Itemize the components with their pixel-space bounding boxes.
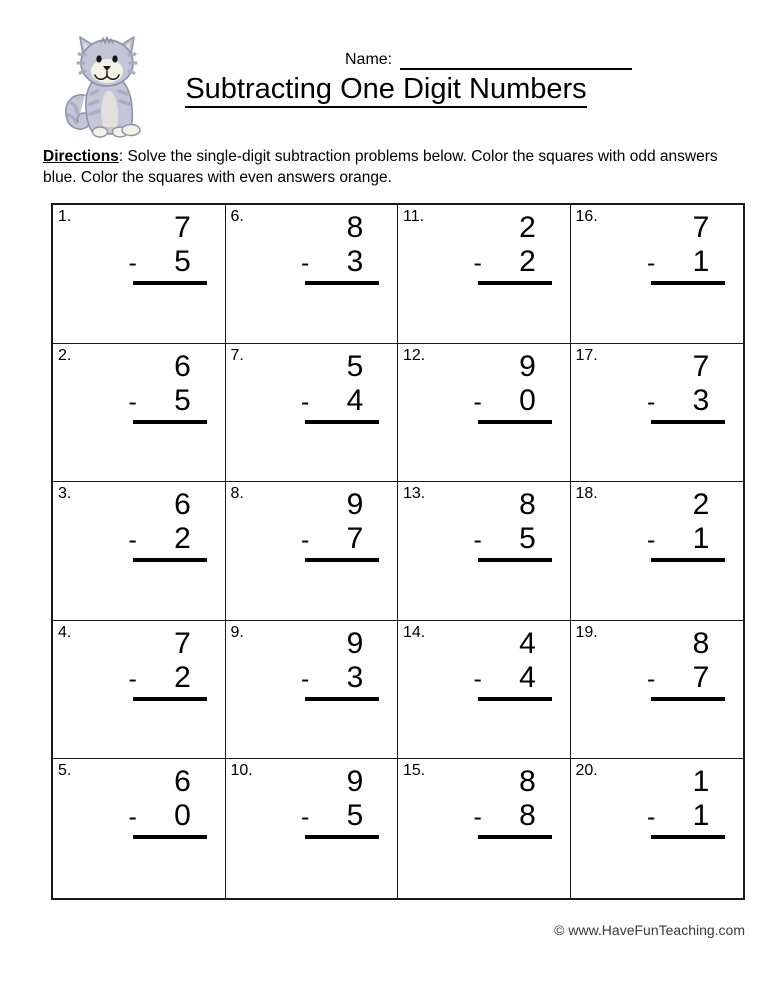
problem-cell[interactable]	[226, 344, 399, 483]
problem-stack	[571, 765, 744, 839]
directions-separator: :	[118, 148, 124, 165]
problem-number: 20.	[575, 762, 598, 780]
problem-cell[interactable]	[226, 482, 399, 621]
problem-cell[interactable]	[398, 621, 571, 760]
minuend-digit: 8	[692, 626, 710, 660]
minuend-row	[643, 211, 725, 245]
subtrahend-digit: 8	[519, 799, 536, 833]
problem-number: 17.	[575, 346, 598, 364]
problem-stack	[53, 765, 225, 839]
problem-cell[interactable]	[53, 344, 226, 483]
problem-cell[interactable]	[226, 205, 399, 344]
subtrahend-row	[470, 522, 552, 557]
minuend-digit: 7	[692, 349, 710, 383]
minuend-digit: 2	[519, 211, 536, 244]
subtrahend-row	[470, 245, 552, 280]
problem-number: 13.	[403, 485, 426, 503]
problem-number: 12.	[403, 346, 426, 364]
minus-operator-icon: -	[647, 526, 656, 555]
minuend-row	[470, 350, 552, 384]
problem-number: 15.	[403, 762, 426, 780]
minus-operator-icon: -	[128, 664, 137, 693]
minuend-digit: 8	[519, 765, 536, 799]
subtrahend-row	[297, 384, 379, 419]
problem-cell[interactable]	[571, 205, 744, 344]
problem-stack	[226, 488, 398, 562]
problem-cell[interactable]	[53, 482, 226, 621]
problem-number: 9.	[230, 623, 244, 641]
subtrahend-digit: 5	[519, 522, 536, 556]
answer-rule	[478, 420, 552, 424]
minuend-digit: 8	[346, 211, 364, 244]
subtrahend-digit: 2	[174, 522, 191, 556]
subtrahend-row	[470, 661, 552, 696]
minuend-digit: 1	[692, 765, 710, 799]
minuend-digit: 5	[346, 349, 364, 383]
minuend-row	[125, 765, 207, 799]
minuend-row	[297, 350, 379, 384]
minuend-row	[643, 488, 725, 522]
problem-cell[interactable]	[53, 621, 226, 760]
problem-stack	[53, 627, 225, 701]
footer-copyright: © www.HaveFunTeaching.com	[554, 922, 745, 938]
minuend-digit: 9	[346, 765, 364, 799]
problem-stack	[398, 350, 570, 424]
answer-rule	[651, 420, 725, 424]
answer-rule	[478, 558, 552, 562]
problem-stack	[53, 350, 225, 424]
subtrahend-digit: 0	[174, 799, 191, 833]
problem-stack	[226, 211, 398, 285]
worksheet-header	[0, 0, 772, 145]
answer-rule	[478, 697, 552, 701]
minuend-digit: 9	[346, 488, 364, 522]
minuend-digit: 8	[519, 488, 536, 522]
answer-rule	[133, 697, 207, 701]
answer-rule	[478, 835, 552, 839]
subtrahend-row	[297, 522, 379, 557]
problem-cell[interactable]	[226, 621, 399, 760]
minus-operator-icon: -	[128, 526, 137, 555]
problem-cell[interactable]	[571, 344, 744, 483]
problem-cell[interactable]	[53, 205, 226, 344]
problem-cell[interactable]	[571, 482, 744, 621]
problem-stack	[226, 765, 398, 839]
subtrahend-row	[643, 522, 725, 557]
problem-number: 6.	[230, 208, 244, 225]
subtrahend-digit: 4	[346, 383, 364, 417]
subtrahend-row	[125, 384, 207, 419]
answer-rule	[305, 420, 379, 424]
answer-rule	[133, 281, 207, 285]
minus-operator-icon: -	[128, 249, 137, 277]
problem-number: 19.	[575, 623, 598, 641]
problem-stack	[398, 488, 570, 562]
directions-block	[43, 146, 735, 188]
answer-rule	[133, 558, 207, 562]
answer-rule	[133, 420, 207, 424]
minuend-digit: 9	[346, 626, 364, 660]
minuend-digit: 7	[174, 626, 191, 660]
subtrahend-digit: 3	[346, 245, 364, 278]
answer-rule	[651, 697, 725, 701]
minus-operator-icon: -	[473, 249, 482, 277]
subtrahend-row	[643, 245, 725, 280]
minuend-row	[297, 488, 379, 522]
minuend-row	[297, 211, 379, 245]
problem-number: 10.	[230, 762, 253, 780]
problem-number: 7.	[230, 346, 244, 364]
problem-cell[interactable]	[571, 621, 744, 760]
problem-stack	[398, 765, 570, 839]
minus-operator-icon: -	[473, 803, 482, 832]
minuend-digit: 6	[174, 488, 191, 522]
minus-operator-icon: -	[473, 387, 482, 416]
minus-operator-icon: -	[647, 249, 656, 277]
problem-cell[interactable]	[571, 759, 744, 898]
subtrahend-row	[643, 384, 725, 419]
minuend-row	[470, 211, 552, 245]
name-input-blank[interactable]	[400, 51, 632, 70]
problem-number: 1.	[58, 208, 72, 225]
page-title	[0, 72, 772, 106]
problem-cell[interactable]	[398, 482, 571, 621]
minus-operator-icon: -	[473, 664, 482, 693]
name-label: Name:	[345, 51, 393, 68]
problem-stack	[571, 350, 744, 424]
minuend-row	[470, 627, 552, 661]
minuend-row	[125, 350, 207, 384]
subtrahend-digit: 1	[692, 245, 710, 278]
problem-number: 8.	[230, 485, 244, 503]
subtrahend-row	[125, 522, 207, 557]
minuend-digit: 9	[519, 349, 536, 383]
answer-rule	[305, 835, 379, 839]
directions-text: Solve the single-digit subtraction problems below. Color the squares with odd answers blue. Color the squares with even answers orange.	[43, 148, 718, 186]
minuend-row	[125, 211, 207, 245]
subtrahend-digit: 1	[692, 522, 710, 556]
subtrahend-row	[643, 661, 725, 696]
minus-operator-icon: -	[301, 664, 310, 693]
directions-label: Directions	[43, 148, 119, 165]
minus-operator-icon: -	[301, 803, 310, 832]
answer-rule	[305, 281, 379, 285]
subtrahend-row	[643, 799, 725, 834]
subtrahend-row	[297, 799, 379, 834]
subtrahend-digit: 0	[519, 383, 536, 417]
subtrahend-row	[125, 245, 207, 280]
problem-stack	[226, 627, 398, 701]
minus-operator-icon: -	[647, 387, 656, 416]
minus-operator-icon: -	[128, 387, 137, 416]
problem-stack	[53, 211, 225, 285]
minus-operator-icon: -	[301, 526, 310, 555]
problem-stack	[398, 211, 570, 285]
answer-rule	[478, 281, 552, 285]
subtrahend-digit: 3	[692, 383, 710, 417]
problem-stack	[53, 488, 225, 562]
subtrahend-digit: 7	[346, 522, 364, 556]
minuend-row	[643, 627, 725, 661]
minus-operator-icon: -	[128, 803, 137, 832]
problem-number: 3.	[58, 485, 72, 503]
problem-number: 5.	[58, 762, 72, 780]
problem-cell[interactable]	[398, 205, 571, 344]
answer-rule	[651, 558, 725, 562]
minuend-digit: 4	[519, 626, 536, 660]
minus-operator-icon: -	[301, 249, 310, 277]
minuend-row	[125, 488, 207, 522]
minuend-row	[297, 627, 379, 661]
problem-stack	[571, 488, 744, 562]
subtrahend-digit: 2	[174, 660, 191, 694]
problem-number: 14.	[403, 623, 426, 641]
subtrahend-digit: 1	[692, 799, 710, 833]
answer-rule	[305, 697, 379, 701]
problem-number: 4.	[58, 623, 72, 641]
subtrahend-row	[125, 799, 207, 834]
problem-cell[interactable]	[398, 759, 571, 898]
subtrahend-digit: 3	[346, 660, 364, 694]
page-title-text: Subtracting One Digit Numbers	[185, 73, 586, 108]
minuend-row	[297, 765, 379, 799]
minuend-digit: 6	[174, 349, 191, 383]
problem-number: 2.	[58, 346, 72, 364]
subtrahend-digit: 2	[519, 245, 536, 278]
minuend-digit: 2	[692, 488, 710, 522]
minuend-row	[643, 765, 725, 799]
subtrahend-digit: 5	[174, 383, 191, 417]
minuend-digit: 7	[174, 211, 191, 244]
problem-cell[interactable]	[53, 759, 226, 898]
subtrahend-digit: 7	[692, 660, 710, 694]
answer-rule	[651, 835, 725, 839]
subtrahend-row	[297, 661, 379, 696]
minuend-digit: 6	[174, 765, 191, 799]
minuend-row	[125, 627, 207, 661]
subtrahend-row	[470, 384, 552, 419]
problem-number: 18.	[575, 485, 598, 503]
subtrahend-row	[470, 799, 552, 834]
problem-number: 16.	[575, 208, 598, 225]
minuend-row	[643, 350, 725, 384]
problem-cell[interactable]	[398, 344, 571, 483]
name-field-row	[345, 44, 745, 70]
minus-operator-icon: -	[473, 526, 482, 555]
problem-grid	[51, 203, 745, 900]
problem-stack	[226, 350, 398, 424]
problem-stack	[571, 211, 744, 285]
minuend-row	[470, 488, 552, 522]
answer-rule	[305, 558, 379, 562]
minus-operator-icon: -	[301, 387, 310, 416]
problem-cell[interactable]	[226, 759, 399, 898]
minuend-row	[470, 765, 552, 799]
minus-operator-icon: -	[647, 664, 656, 693]
problem-stack	[571, 627, 744, 701]
answer-rule	[651, 281, 725, 285]
subtrahend-digit: 5	[174, 245, 191, 278]
subtrahend-row	[125, 661, 207, 696]
subtrahend-row	[297, 245, 379, 280]
subtrahend-digit: 5	[346, 799, 364, 833]
problem-number: 11.	[403, 208, 425, 225]
problem-stack	[398, 627, 570, 701]
answer-rule	[133, 835, 207, 839]
subtrahend-digit: 4	[519, 660, 536, 694]
minuend-digit: 7	[692, 211, 710, 244]
minus-operator-icon: -	[647, 803, 656, 832]
